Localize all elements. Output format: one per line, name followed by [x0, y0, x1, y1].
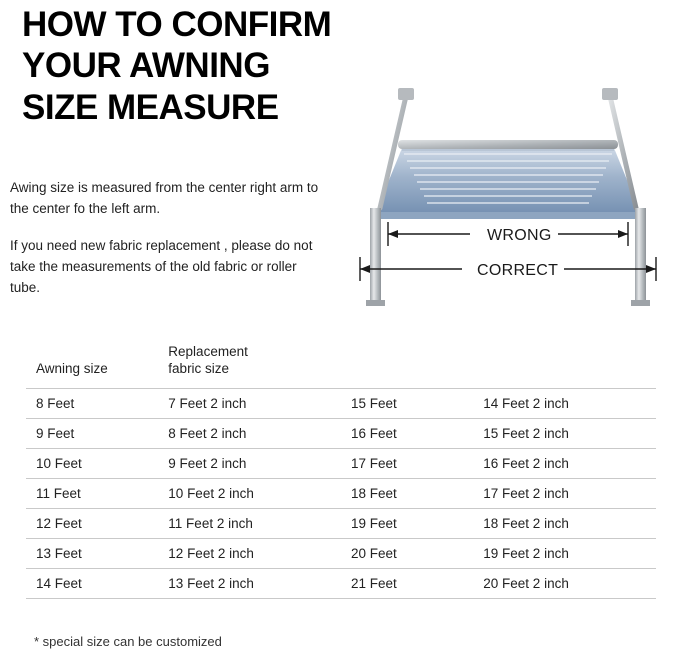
- page-title-line-2: YOUR AWNING: [22, 46, 270, 86]
- cell-fabric-size-2: 15 Feet 2 inch: [473, 418, 656, 448]
- roller-tube: [398, 140, 618, 149]
- cell-awning-size-2: 15 Feet: [341, 388, 473, 418]
- cell-awning-size-2: 19 Feet: [341, 508, 473, 538]
- cell-awning-size-2: 20 Feet: [341, 538, 473, 568]
- cell-awning-size: 12 Feet: [26, 508, 158, 538]
- table-header-replacement-line-2: fabric size: [168, 360, 230, 376]
- page-title-line-3: SIZE MEASURE: [22, 87, 279, 127]
- description-paragraph-2: If you need new fabric replacement , please do not take the measurements of the old fabric or roller tube.: [10, 237, 313, 295]
- table-header-replacement-line-1: Replacement: [168, 344, 248, 359]
- table-header-row: [26, 340, 656, 388]
- support-arm-brackets: [398, 88, 618, 100]
- cell-fabric-size: 8 Feet 2 inch: [158, 418, 341, 448]
- cell-fabric-size-2: 20 Feet 2 inch: [473, 568, 656, 598]
- cell-fabric-size: 13 Feet 2 inch: [158, 568, 341, 598]
- footnote: * special size can be customized: [34, 634, 222, 649]
- table-header-replacement-fabric-size: [158, 340, 341, 388]
- cell-awning-size-2: 17 Feet: [341, 448, 473, 478]
- description-block: [10, 178, 330, 315]
- cell-awning-size: 9 Feet: [26, 418, 158, 448]
- cell-fabric-size-2: 18 Feet 2 inch: [473, 508, 656, 538]
- cell-awning-size: 14 Feet: [26, 568, 158, 598]
- cell-awning-size-2: 18 Feet: [341, 478, 473, 508]
- cell-fabric-size-2: 19 Feet 2 inch: [473, 538, 656, 568]
- label-wrong: WRONG: [481, 227, 558, 245]
- table-row: [26, 568, 656, 598]
- label-correct: CORRECT: [471, 262, 564, 280]
- size-table-wrapper: [26, 340, 656, 599]
- table-row: [26, 478, 656, 508]
- awning-fabric: [376, 148, 640, 219]
- table-row: [26, 388, 656, 418]
- page-title-line-1: HOW TO CONFIRM: [22, 5, 332, 44]
- awning-size-table: [26, 340, 656, 599]
- cell-awning-size: 10 Feet: [26, 448, 158, 478]
- cell-fabric-size-2: 17 Feet 2 inch: [473, 478, 656, 508]
- cell-awning-size: 11 Feet: [26, 478, 158, 508]
- awning-illustration: [340, 62, 676, 308]
- cell-fabric-size: 12 Feet 2 inch: [158, 538, 341, 568]
- table-row: [26, 418, 656, 448]
- description-paragraph-1: Awing size is measured from the center right arm to the center fo the left arm.: [10, 180, 319, 216]
- table-row: [26, 448, 656, 478]
- cell-awning-size: 8 Feet: [26, 388, 158, 418]
- cell-fabric-size-2: 14 Feet 2 inch: [473, 388, 656, 418]
- cell-awning-size: 13 Feet: [26, 538, 158, 568]
- table-header-replacement-fabric-size-2: [473, 340, 656, 388]
- cell-fabric-size: 11 Feet 2 inch: [158, 508, 341, 538]
- table-row: [26, 508, 656, 538]
- cell-fabric-size: 9 Feet 2 inch: [158, 448, 341, 478]
- cell-fabric-size-2: 16 Feet 2 inch: [473, 448, 656, 478]
- awning-posts: [366, 208, 650, 306]
- cell-awning-size-2: 21 Feet: [341, 568, 473, 598]
- cell-awning-size-2: 16 Feet: [341, 418, 473, 448]
- table-header-awning-size-2: [341, 340, 473, 388]
- table-header-awning-size: Awning size: [36, 360, 108, 376]
- table-row: [26, 538, 656, 568]
- cell-fabric-size: 10 Feet 2 inch: [158, 478, 341, 508]
- cell-fabric-size: 7 Feet 2 inch: [158, 388, 341, 418]
